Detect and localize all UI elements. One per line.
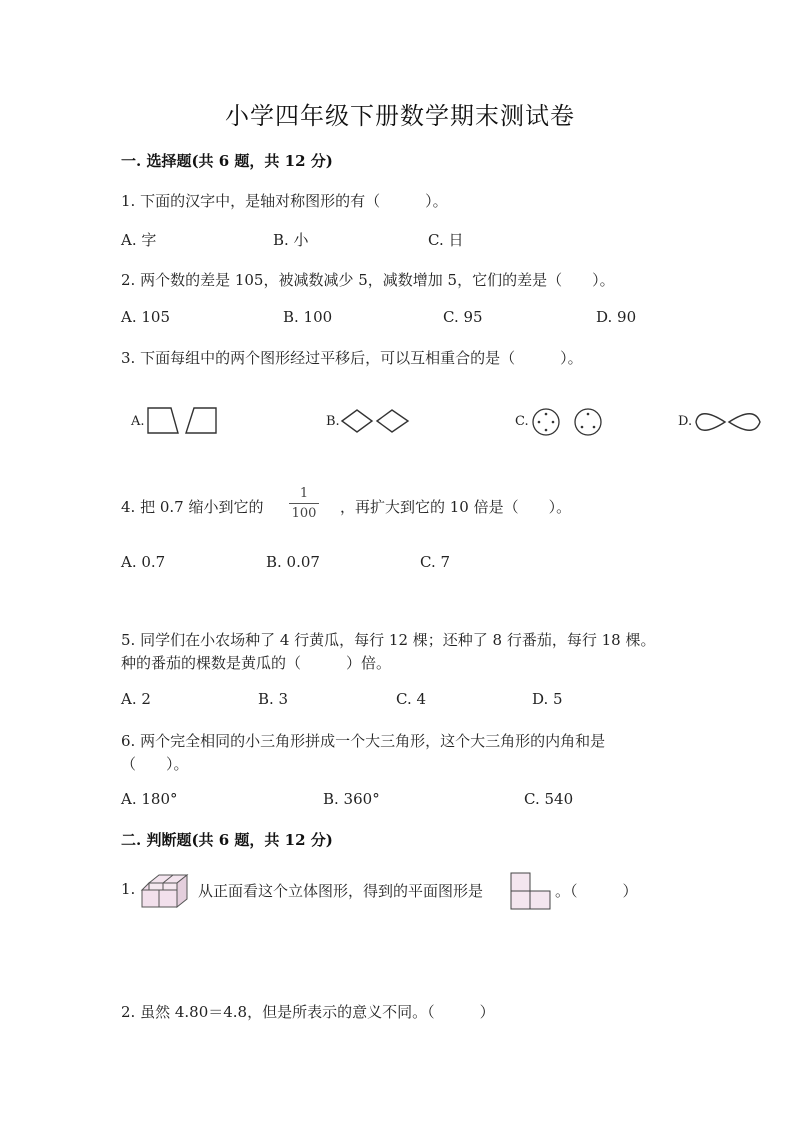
section-heading-judgement: 二. 判断题(共 6 题，共 12 分) [121, 831, 333, 849]
judge-1-text-after: 。（ ） [555, 882, 638, 900]
question-4-text-after: ，再扩大到它的 10 倍是（ ）。 [340, 498, 572, 516]
question-5-option-d: D. 5 [532, 690, 563, 708]
question-6-option-b: B. 360° [323, 790, 380, 808]
question-4-option-a: A. 0.7 [121, 553, 166, 571]
question-4-option-c: C. 7 [420, 553, 451, 571]
judge-1-number: 1. [121, 880, 136, 898]
question-2-option-c: C. 95 [443, 308, 483, 326]
question-3-label-b: B. [326, 414, 340, 429]
question-2-option-b: B. 100 [283, 308, 333, 326]
question-4-fraction [289, 486, 319, 521]
question-4-option-b: B. 0.07 [266, 553, 320, 571]
question-4-text-before: 4. 把 0.7 缩小到它的 [121, 498, 264, 516]
question-5-option-b: B. 3 [258, 690, 289, 708]
fraction-denominator: 100 [291, 506, 317, 521]
page-title: 小学四年级下册数学期末测试卷 [225, 102, 575, 130]
question-6-option-c: C. 540 [524, 790, 574, 808]
question-3-label-d: D. [678, 414, 693, 429]
question-1-option-b: B. 小 [273, 231, 309, 249]
fraction-bar [289, 503, 319, 504]
question-3-figure-b-diamonds [340, 408, 412, 434]
section-heading-choice: 一. 选择题(共 6 题，共 12 分) [121, 152, 333, 170]
question-3-figure-a-trapezoids [146, 406, 221, 436]
question-6-option-a: A. 180° [121, 790, 178, 808]
judge-1-cube-figure [140, 874, 190, 912]
question-3-text: 3. 下面每组中的两个图形经过平移后，可以互相重合的是（ ）。 [121, 349, 583, 367]
question-3-figure-d-teardrops [694, 408, 766, 436]
question-3-figure-c-faces [530, 406, 606, 438]
question-3-label-c: C. [515, 414, 529, 429]
question-2-option-d: D. 90 [596, 308, 637, 326]
question-1-text: 1. 下面的汉字中，是轴对称图形的有（ ）。 [121, 192, 448, 210]
question-5-option-c: C. 4 [396, 690, 427, 708]
judge-1-text-middle: 从正面看这个立体图形，得到的平面图形是 [198, 882, 484, 900]
question-2-option-a: A. 105 [121, 308, 170, 326]
question-3-label-a: A. [131, 414, 145, 429]
question-2-text: 2. 两个数的差是 105，被减数减少 5，减数增加 5，它们的差是（ ）。 [121, 271, 615, 289]
judge-2-text: 2. 虽然 4.80＝4.8，但是所表示的意义不同。（ ） [121, 1003, 495, 1021]
question-5-text-line1: 5. 同学们在小农场种了 4 行黄瓜，每行 12 棵；还种了 8 行番茄，每行 18 棵。 [121, 631, 656, 649]
question-5-text-line2: 种的番茄的棵数是黄瓜的（ ）倍。 [121, 654, 392, 672]
question-1-option-a: A. 字 [121, 231, 157, 249]
judge-1-front-view-figure [510, 872, 552, 910]
question-6-text-line1: 6. 两个完全相同的小三角形拼成一个大三角形，这个大三角形的内角和是 [121, 732, 606, 750]
fraction-numerator: 1 [299, 486, 309, 501]
question-1-option-c: C. 日 [428, 231, 464, 249]
question-5-option-a: A. 2 [121, 690, 151, 708]
question-6-text-line2: （ ）。 [121, 755, 189, 773]
